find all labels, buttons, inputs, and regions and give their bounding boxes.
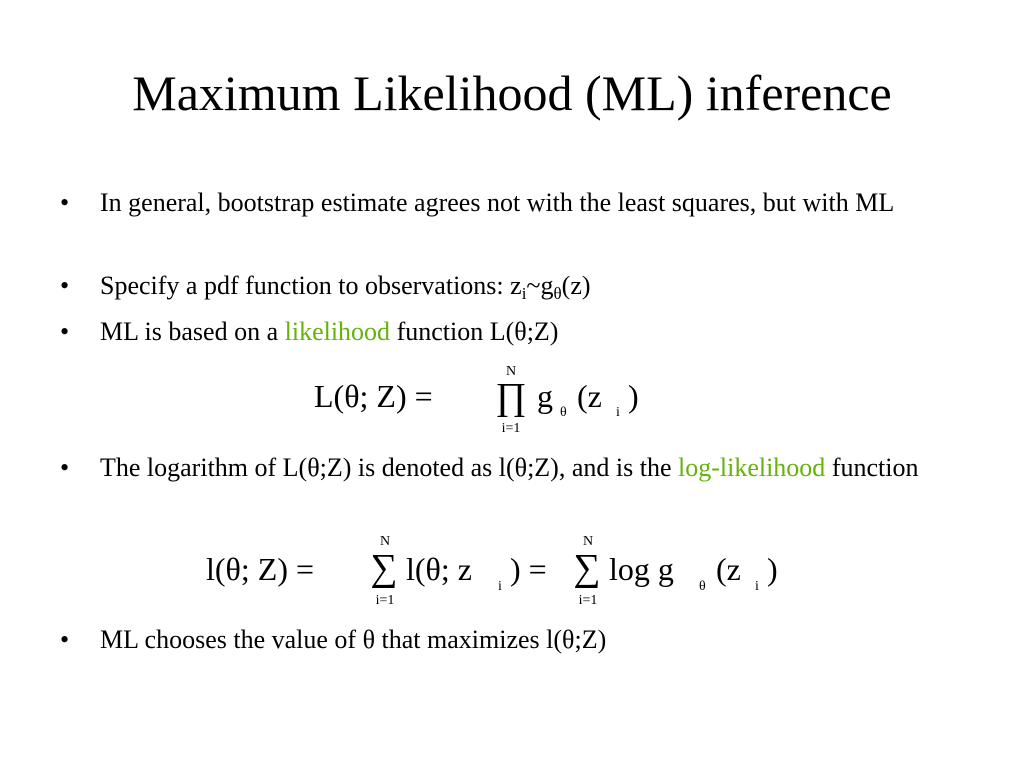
bullet-text: In general, bootstrap estimate agrees not with the least squares, but with ML — [100, 188, 895, 217]
bullet-dot: • — [60, 453, 70, 482]
bullet-likelihood — [60, 315, 980, 349]
eq1-lower-limit: i=1 — [501, 421, 521, 436]
eq2-z-subscript: i — [755, 579, 759, 594]
eq2-term-1: l(θ; z — [406, 551, 472, 587]
bullet-dot: • — [60, 317, 70, 346]
bullet-bootstrap-ml — [60, 186, 980, 220]
eq2-open: (z — [716, 551, 741, 587]
eq1-open: (z — [577, 378, 602, 414]
eq1-product-symbol: ∏ — [495, 376, 527, 418]
eq2-sum-symbol-2: ∑ — [573, 547, 601, 589]
eq2-lower-limit-1: i=1 — [375, 593, 395, 608]
bullet-text: Specify a pdf function to observations: z — [100, 271, 522, 300]
eq1-g: g — [537, 378, 553, 414]
eq2-log-g: log g — [609, 551, 674, 587]
eq1-upper-limit: N — [505, 364, 517, 379]
bullet-text: ML chooses the value of θ that maximizes l(θ;Z) — [100, 625, 607, 654]
eq2-lhs: l(θ; Z) = — [206, 551, 315, 587]
eq1-g-subscript: θ — [560, 405, 567, 420]
bullet-text-end: (z) — [561, 271, 591, 300]
bullet-dot: • — [60, 625, 70, 654]
bullet-text-before: The logarithm of L(θ;Z) is denoted as l(θ;Z), and is the — [100, 453, 678, 482]
bullet-pdf-function — [60, 269, 980, 303]
bullet-text-before: ML is based on a — [100, 317, 285, 346]
eq2-sum-symbol-1: ∑ — [370, 547, 398, 589]
bullet-text-after: function — [825, 453, 919, 482]
highlight-log-likelihood: log-likelihood — [677, 453, 826, 482]
subscript-i: i — [521, 284, 527, 303]
bullet-dot: • — [60, 188, 70, 217]
bullet-ml-maximizes — [60, 623, 980, 657]
bullet-dot: • — [60, 271, 70, 300]
eq2-term-1-close: ) = — [510, 551, 547, 587]
eq2-upper-limit-2: N — [582, 534, 594, 549]
eq1-z-subscript: i — [616, 405, 620, 420]
eq1-lhs: L(θ; Z) = — [314, 378, 433, 414]
slide-title: Maximum Likelihood (ML) inference — [132, 65, 892, 121]
eq2-upper-limit-1: N — [379, 534, 391, 549]
eq2-term-1-subscript: i — [498, 579, 502, 594]
subscript-theta: θ — [553, 284, 562, 303]
highlight-likelihood: likelihood — [284, 317, 391, 346]
bullet-text-mid: ~g — [526, 271, 554, 300]
bullet-text-after: function L(θ;Z) — [390, 317, 559, 346]
eq2-g-subscript: θ — [699, 579, 706, 594]
eq1-close: ) — [628, 378, 639, 414]
eq2-close: ) — [767, 551, 778, 587]
bullet-log-likelihood — [60, 451, 980, 485]
eq2-lower-limit-2: i=1 — [578, 593, 598, 608]
